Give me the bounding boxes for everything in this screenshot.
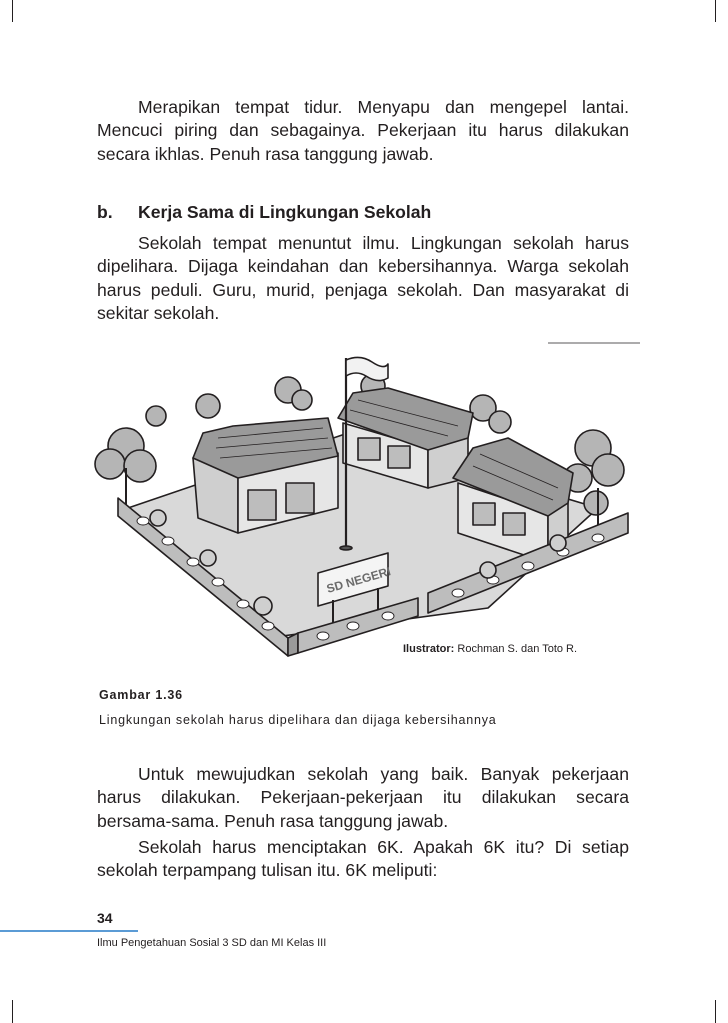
crop-mark (715, 1000, 716, 1023)
section-marker: b. (97, 202, 113, 222)
school-illustration (88, 338, 640, 678)
crop-mark (715, 0, 716, 22)
crop-mark (12, 1000, 13, 1023)
svg-text:SD NEGERI: SD NEGERI (324, 564, 393, 596)
footer-rule (0, 930, 138, 932)
paragraph-cooperation: Untuk mewujudkan sekolah yang baik. Banyak pekerjaan harus dilakukan. Pekerjaan-pekerjaan itu dilakukan secara bersama-sama. Penuh rasa tanggung jawab. (97, 764, 629, 831)
page-number: 34 (97, 910, 113, 926)
illustrator-credit (403, 643, 577, 655)
figure-caption-title: Gambar 1.36 (99, 688, 183, 702)
figure-caption-text: Lingkungan sekolah harus dipelihara dan dijaga kebersihannya (99, 713, 497, 727)
illustrator-names: Rochman S. dan Toto R. (457, 643, 578, 655)
section-heading (97, 201, 629, 224)
book-title: Ilmu Pengetahuan Sosial 3 SD dan MI Kelas III (97, 937, 327, 949)
crop-mark (12, 0, 13, 22)
paragraph-6k: Sekolah harus menciptakan 6K. Apakah 6K itu? Di setiap sekolah terpampang tulisan itu. 6K meliputi: (97, 837, 629, 881)
illustrator-label: Ilustrator: (403, 643, 455, 655)
section-title: Kerja Sama di Lingkungan Sekolah (138, 202, 432, 222)
paragraph-school: Sekolah tempat menuntut ilmu. Lingkungan sekolah harus dipelihara. Dijaga keindahan dan kebersihannya. Warga sekolah harus peduli. Guru, murid, penjaga sekolah. Dan masyarakat di sekitar sekolah. (97, 233, 629, 323)
paragraph-chores: Merapikan tempat tidur. Menyapu dan mengepel lantai. Mencuci piring dan sebagainya. Pekerjaan itu harus dilakukan secara ikhlas. Penuh rasa tanggung jawab. (97, 97, 629, 164)
